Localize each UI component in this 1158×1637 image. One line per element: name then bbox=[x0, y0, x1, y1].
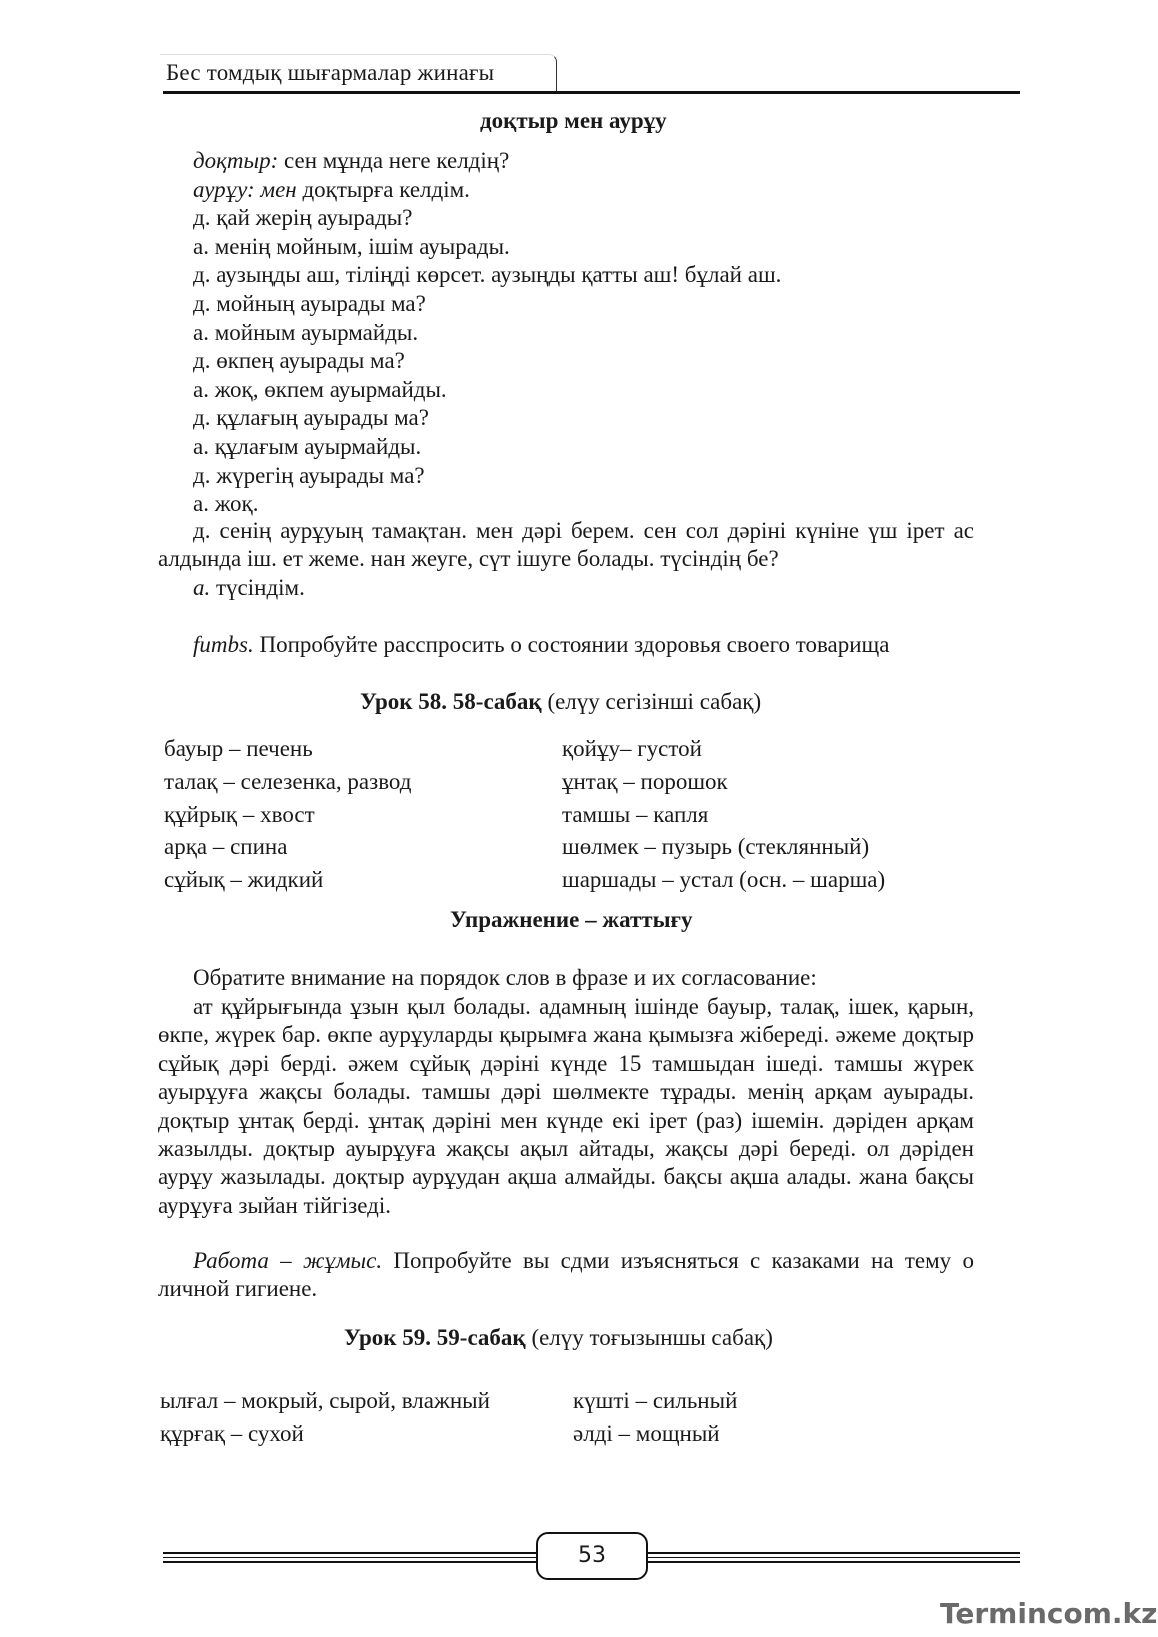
task-1-label: fumbs. bbox=[193, 632, 254, 657]
vocab-item: бауыр – печень bbox=[164, 736, 313, 761]
dialog-line bbox=[193, 290, 426, 318]
dialog-line bbox=[193, 462, 425, 490]
dialog-line-text: а. жоқ, өкпем ауырмайды. bbox=[193, 376, 447, 402]
exercise-intro: Обратите внимание на порядок слов в фразе и их согласование: bbox=[193, 965, 817, 990]
vocab-item: ылғал – мокрый, сырой, влажный bbox=[160, 1388, 490, 1413]
dialog-line bbox=[193, 261, 781, 289]
dialog-line bbox=[193, 147, 509, 175]
exercise-title: Упражнение – жаттығу bbox=[450, 907, 693, 932]
page-number: 53 bbox=[536, 1532, 648, 1580]
lesson-58-heading bbox=[360, 688, 761, 716]
dialog-line-text: а. жоқ. bbox=[193, 491, 259, 517]
running-header: Бес томдық шығармалар жинағы bbox=[166, 60, 495, 85]
dialog-line bbox=[193, 404, 429, 432]
speaker-label: доқтыр: bbox=[193, 148, 279, 173]
header-rule bbox=[163, 91, 1020, 94]
task-2-label: Работа – жұмыс. bbox=[193, 1248, 383, 1273]
lesson-59-heading bbox=[344, 1324, 773, 1352]
dialog-line-text: сен мұнда неге келдің? bbox=[278, 148, 510, 173]
vocab-item: арқа – спина bbox=[164, 834, 288, 860]
vocab-item: ұнтақ – порошок bbox=[562, 768, 728, 794]
dialog-line bbox=[193, 204, 412, 232]
dialog-line-text: доқтырға келдім. bbox=[296, 176, 470, 202]
dialog-line bbox=[193, 490, 258, 518]
speaker-label: аурұу: мен bbox=[193, 176, 297, 202]
dialog-last-text: түсіндім. bbox=[210, 575, 305, 600]
speaker-label: а. bbox=[193, 575, 211, 600]
task-1-text: Попробуйте расспросить о состоянии здоровья своего товарища bbox=[253, 632, 890, 657]
dialog-title: доқтыр мен аурұу bbox=[480, 108, 667, 133]
dialog-line bbox=[193, 433, 421, 461]
dialog-line bbox=[193, 319, 418, 347]
lesson-59-name: (елүу тоғызыншы сабақ) bbox=[525, 1325, 773, 1350]
dialog-line bbox=[193, 233, 510, 261]
dialog-paragraph: д. сенің аурұуың тамақтан. мен дәрі берем. сен сол дәріні күніне үш ірет ас алдында іш. ет жеме. нан жеуге, сүт ішуге болады. түсіндің бе? bbox=[158, 518, 974, 572]
watermark-logo: Termincom.kz bbox=[940, 1597, 1158, 1630]
dialog-line-text: д. мойның ауырады ма? bbox=[193, 291, 426, 316]
dialog-line-text: д. қай жерің ауырады? bbox=[193, 205, 413, 231]
dialog-line bbox=[193, 376, 447, 404]
lesson-59-number: Урок 59. 59-сабақ bbox=[344, 1325, 526, 1350]
dialog-last-line bbox=[193, 574, 305, 602]
task-1 bbox=[193, 631, 889, 659]
vocab-item: шөлмек – пузырь (стеклянный) bbox=[562, 834, 870, 860]
vocab-item: қойұу– густой bbox=[562, 736, 702, 761]
dialog-line bbox=[193, 347, 405, 375]
vocab-item: күшті – сильный bbox=[573, 1388, 738, 1413]
vocab-item: сұйық – жидкий bbox=[164, 867, 324, 893]
exercise-text: ат құйрығында ұзын қыл болады. адамның ішінде бауыр, талақ, ішек, қарын, өкпе, жүрек бар. өкпе аурұуларды қырымға жана қымызға жібереді. әжеме доқтыр сұйық дәрі берді. әжем сұйық дәріні күнде 15 тамшыдан ішеді. тамшы жүрек ауырұуға жақсы болады. тамшы дәрі шөлмекте тұрады. менің арқам ауырады. доқтыр ұнтақ берді. ұнтақ дәріні мен күнде екі ірет (раз) ішемін. дәріден арқам жазылды. доқтыр ауырұуға жақсы ақыл айтады, жақсы дәрі береді. ол дәріден аурұу жазылады. доқтыр аурұудан ақша алмайды. бақсы ақша алады. жана бақсы аурұуға зыйан тійгізеді. bbox=[158, 994, 974, 1218]
dialog-line-text: а. менің мойным, ішім ауырады. bbox=[193, 233, 510, 259]
vocab-item: талақ – селезенка, развод bbox=[164, 768, 412, 794]
vocab-item: құйрық – хвост bbox=[164, 801, 315, 827]
dialog-line-text: а. мойным ауырмайды. bbox=[193, 319, 419, 345]
lesson-58-number: Урок 58. 58-сабақ bbox=[360, 689, 542, 714]
dialog-line-text: д. аузыңды аш, тіліңді көрсет. аузыңды қатты аш! бұлай аш. bbox=[193, 262, 782, 288]
task-2-text: Попробуйте вы сдми изъясняться с казаками на тему о личной гигиене. bbox=[158, 1248, 974, 1302]
dialog-line-text: д. құлағың ауырады ма? bbox=[193, 405, 429, 431]
dialog-line-text: д. өкпең ауырады ма? bbox=[193, 348, 405, 374]
vocab-item: құрғақ – сухой bbox=[160, 1420, 304, 1446]
vocab-item: тамшы – капля bbox=[562, 801, 709, 827]
dialog-line-text: д. жүрегің ауырады ма? bbox=[193, 462, 425, 488]
vocab-item: әлді – мощный bbox=[573, 1420, 720, 1446]
vocab-item: шаршады – устал (осн. – шарша) bbox=[562, 867, 886, 893]
lesson-58-name: (елүу сегізінші сабақ) bbox=[541, 689, 762, 714]
dialog-line bbox=[193, 176, 470, 204]
dialog-line-text: а. құлағым ауырмайды. bbox=[193, 434, 422, 459]
task-2 bbox=[158, 1247, 974, 1304]
